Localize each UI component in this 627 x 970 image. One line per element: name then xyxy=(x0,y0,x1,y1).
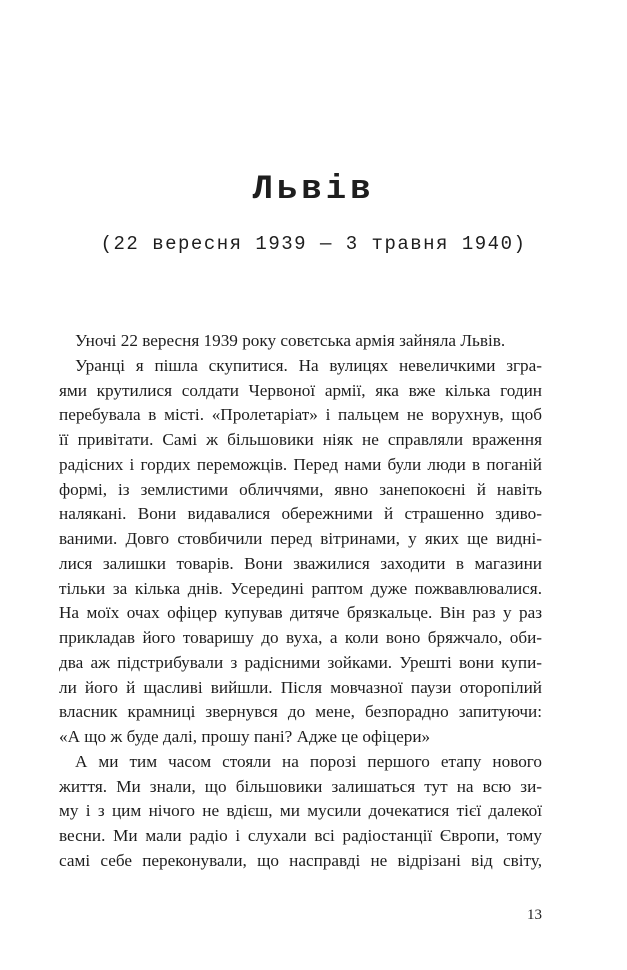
text-line: ями крутилися солдати Червоної армії, яка вже кілька годин xyxy=(59,380,542,400)
text-line: весни. Ми мали радіо і слухали всі радіостанції Європи, тому xyxy=(59,826,542,845)
text-line: На моїх очах офіцер купував дитяче брязкальце. Він раз у раз xyxy=(59,603,542,623)
text-line: власник крамниці звернувся до мене, безпорадно запитуючи: xyxy=(59,702,542,722)
text-line: А ми тим часом стояли на порозі першого етапу нового xyxy=(75,751,542,771)
chapter-dates: (22 вересня 1939 — 3 травня 1940) xyxy=(100,233,527,255)
text-line: Уночі 22 вересня 1939 року совєтська армія зайняла Львів. xyxy=(75,331,506,350)
text-line: Уранці я пішла скупитися. На вулицях невеличкими згра- xyxy=(75,355,542,375)
body-text xyxy=(59,329,542,874)
chapter-title: Львів xyxy=(252,171,375,209)
text-line: ли його й щасливі вийшли. Після мовчазної паузи оторопілий xyxy=(59,677,542,697)
text-line: налякані. Вони видавалися обережними й страшенно здиво- xyxy=(59,504,542,524)
text-line: му і з цим нічого не вдієш, ми мусили дочекатися тієї далекої xyxy=(59,801,542,821)
text-line: життя. Ми знали, що більшовики залишаться тут на всю зи- xyxy=(59,776,542,796)
text-line: радісних і гордих переможців. Перед нами були люди в поганій xyxy=(59,454,542,474)
text-line: формі, із землистими обличчями, явно занепокоєні й навіть xyxy=(59,479,542,499)
text-line: тільки за кілька днів. Усередині раптом дуже пожвавлювалися. xyxy=(59,578,542,598)
text-line: її привітати. Самі ж більшовики ніяк не справляли враження xyxy=(59,430,542,449)
text-line: два аж підстрибували з радісними зойками. Урешті вони купи- xyxy=(59,652,542,672)
text-line: прикладав його товаришу до вуха, а коли воно бряжчало, оби- xyxy=(59,628,542,647)
text-line: перебувала в місті. «Пролетаріат» і пальцем не ворухнув, щоб xyxy=(59,405,542,425)
text-line: ваними. Довго стовбичили перед вітринами, у яких ще видні- xyxy=(59,529,542,548)
text-line: «А що ж буде далі, прошу пані? Адже це офіцери» xyxy=(59,727,431,746)
text-line: лися залишки товарів. Вони зважилися заходити в магазини xyxy=(59,553,542,573)
text-line: самі себе переконували, що насправді не відрізані від світу, xyxy=(59,850,542,870)
page-number: 13 xyxy=(527,907,542,923)
